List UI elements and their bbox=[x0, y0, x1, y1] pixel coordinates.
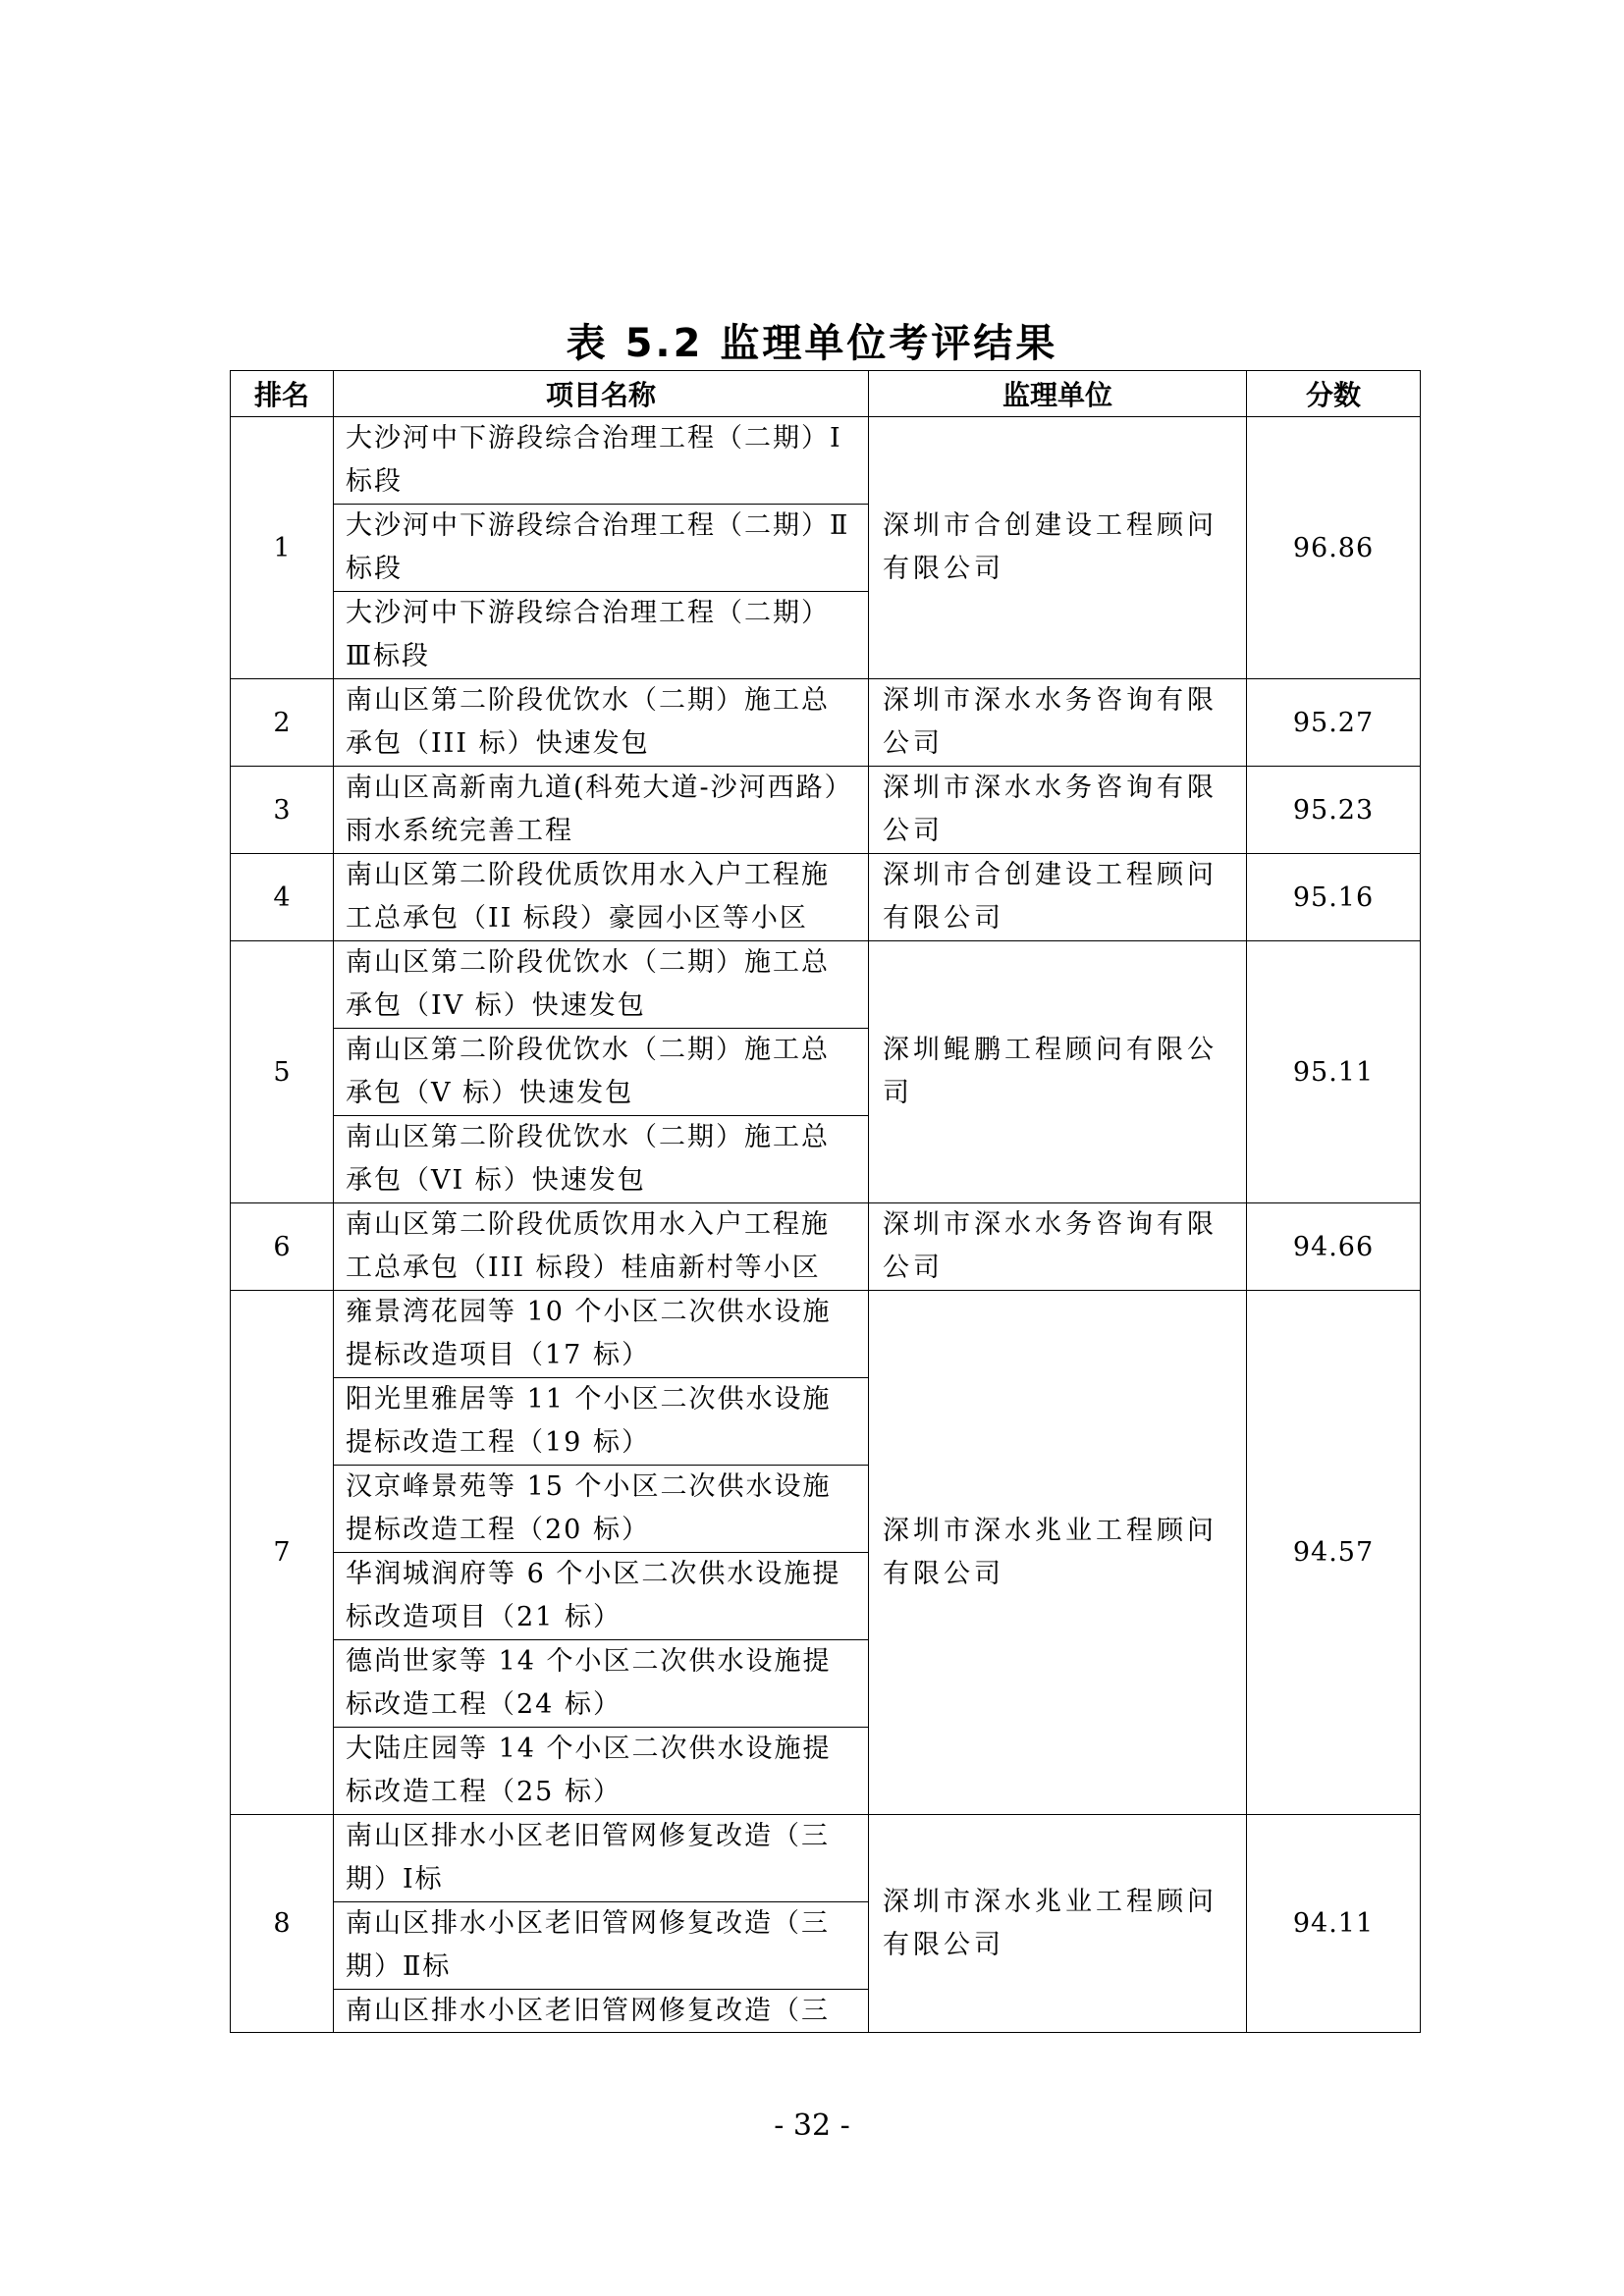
rank-cell: 6 bbox=[231, 1203, 334, 1291]
header-unit: 监理单位 bbox=[869, 371, 1247, 417]
score-cell: 95.16 bbox=[1247, 854, 1421, 941]
unit-cell: 深圳市深水水务咨询有限公司 bbox=[869, 679, 1247, 767]
project-cell: 大沙河中下游段综合治理工程（二期）Ⅱ标段 bbox=[334, 505, 869, 592]
unit-cell: 深圳市深水水务咨询有限公司 bbox=[869, 1203, 1247, 1291]
table-row bbox=[231, 767, 1421, 854]
score-cell: 95.23 bbox=[1247, 767, 1421, 854]
project-cell: 南山区排水小区老旧管网修复改造（三期）Ⅱ标 bbox=[334, 1902, 869, 1990]
project-cell: 大陆庄园等 14 个小区二次供水设施提标改造工程（25 标） bbox=[334, 1728, 869, 1815]
header-rank: 排名 bbox=[231, 371, 334, 417]
score-cell: 94.11 bbox=[1247, 1815, 1421, 2033]
header-project: 项目名称 bbox=[334, 371, 869, 417]
unit-cell: 深圳市合创建设工程顾问有限公司 bbox=[869, 854, 1247, 941]
project-cell: 汉京峰景苑等 15 个小区二次供水设施提标改造工程（20 标） bbox=[334, 1466, 869, 1553]
rank-cell: 8 bbox=[231, 1815, 334, 2033]
table-row bbox=[231, 1203, 1421, 1291]
project-cell: 南山区第二阶段优饮水（二期）施工总承包（V 标）快速发包 bbox=[334, 1029, 869, 1116]
rank-cell: 7 bbox=[231, 1291, 334, 1815]
score-cell: 95.27 bbox=[1247, 679, 1421, 767]
score-cell: 96.86 bbox=[1247, 417, 1421, 679]
unit-cell: 深圳市深水兆业工程顾问有限公司 bbox=[869, 1291, 1247, 1815]
header-score: 分数 bbox=[1247, 371, 1421, 417]
rank-cell: 1 bbox=[231, 417, 334, 679]
project-cell: 雍景湾花园等 10 个小区二次供水设施提标改造项目（17 标） bbox=[334, 1291, 869, 1378]
project-cell: 德尚世家等 14 个小区二次供水设施提标改造工程（24 标） bbox=[334, 1640, 869, 1728]
project-cell: 大沙河中下游段综合治理工程（二期）Ⅲ标段 bbox=[334, 592, 869, 679]
project-cell: 南山区第二阶段优饮水（二期）施工总承包（IV 标）快速发包 bbox=[334, 941, 869, 1029]
score-cell: 95.11 bbox=[1247, 941, 1421, 1203]
project-cell: 南山区高新南九道(科苑大道-沙河西路）雨水系统完善工程 bbox=[334, 767, 869, 854]
evaluation-table bbox=[230, 370, 1421, 2033]
rank-cell: 4 bbox=[231, 854, 334, 941]
unit-cell: 深圳市深水水务咨询有限公司 bbox=[869, 767, 1247, 854]
table-row bbox=[231, 941, 1421, 1029]
table-row bbox=[231, 854, 1421, 941]
project-cell: 阳光里雅居等 11 个小区二次供水设施提标改造工程（19 标） bbox=[334, 1378, 869, 1466]
project-cell: 华润城润府等 6 个小区二次供水设施提标改造项目（21 标） bbox=[334, 1553, 869, 1640]
score-cell: 94.57 bbox=[1247, 1291, 1421, 1815]
rank-cell: 3 bbox=[231, 767, 334, 854]
project-cell: 南山区第二阶段优饮水（二期）施工总承包（VI 标）快速发包 bbox=[334, 1116, 869, 1203]
project-cell-text: 南山区排水小区老旧管网修复改造（三 bbox=[346, 1996, 830, 2026]
rank-cell: 5 bbox=[231, 941, 334, 1203]
table-row bbox=[231, 679, 1421, 767]
project-cell: 南山区排水小区老旧管网修复改造（三期）Ⅰ标 bbox=[334, 1815, 869, 1902]
table-title: 表 5.2 监理单位考评结果 bbox=[566, 321, 1058, 366]
score-cell: 94.66 bbox=[1247, 1203, 1421, 1291]
unit-cell: 深圳鲲鹏工程顾问有限公司 bbox=[869, 941, 1247, 1203]
header-row bbox=[231, 371, 1421, 417]
rank-cell: 2 bbox=[231, 679, 334, 767]
project-cell: 南山区第二阶段优饮水（二期）施工总承包（III 标）快速发包 bbox=[334, 679, 869, 767]
table-row bbox=[231, 1291, 1421, 1378]
project-cell: 南山区第二阶段优质饮用水入户工程施工总承包（II 标段）豪园小区等小区 bbox=[334, 854, 869, 941]
project-cell-cutoff bbox=[334, 1990, 869, 2033]
unit-cell: 深圳市深水兆业工程顾问有限公司 bbox=[869, 1815, 1247, 2033]
project-cell: 大沙河中下游段综合治理工程（二期）Ⅰ标段 bbox=[334, 417, 869, 505]
table-row bbox=[231, 1815, 1421, 1902]
project-cell: 南山区第二阶段优质饮用水入户工程施工总承包（III 标段）桂庙新村等小区 bbox=[334, 1203, 869, 1291]
page-number: - 32 - bbox=[774, 2109, 850, 2143]
table-row bbox=[231, 417, 1421, 505]
unit-cell: 深圳市合创建设工程顾问有限公司 bbox=[869, 417, 1247, 679]
